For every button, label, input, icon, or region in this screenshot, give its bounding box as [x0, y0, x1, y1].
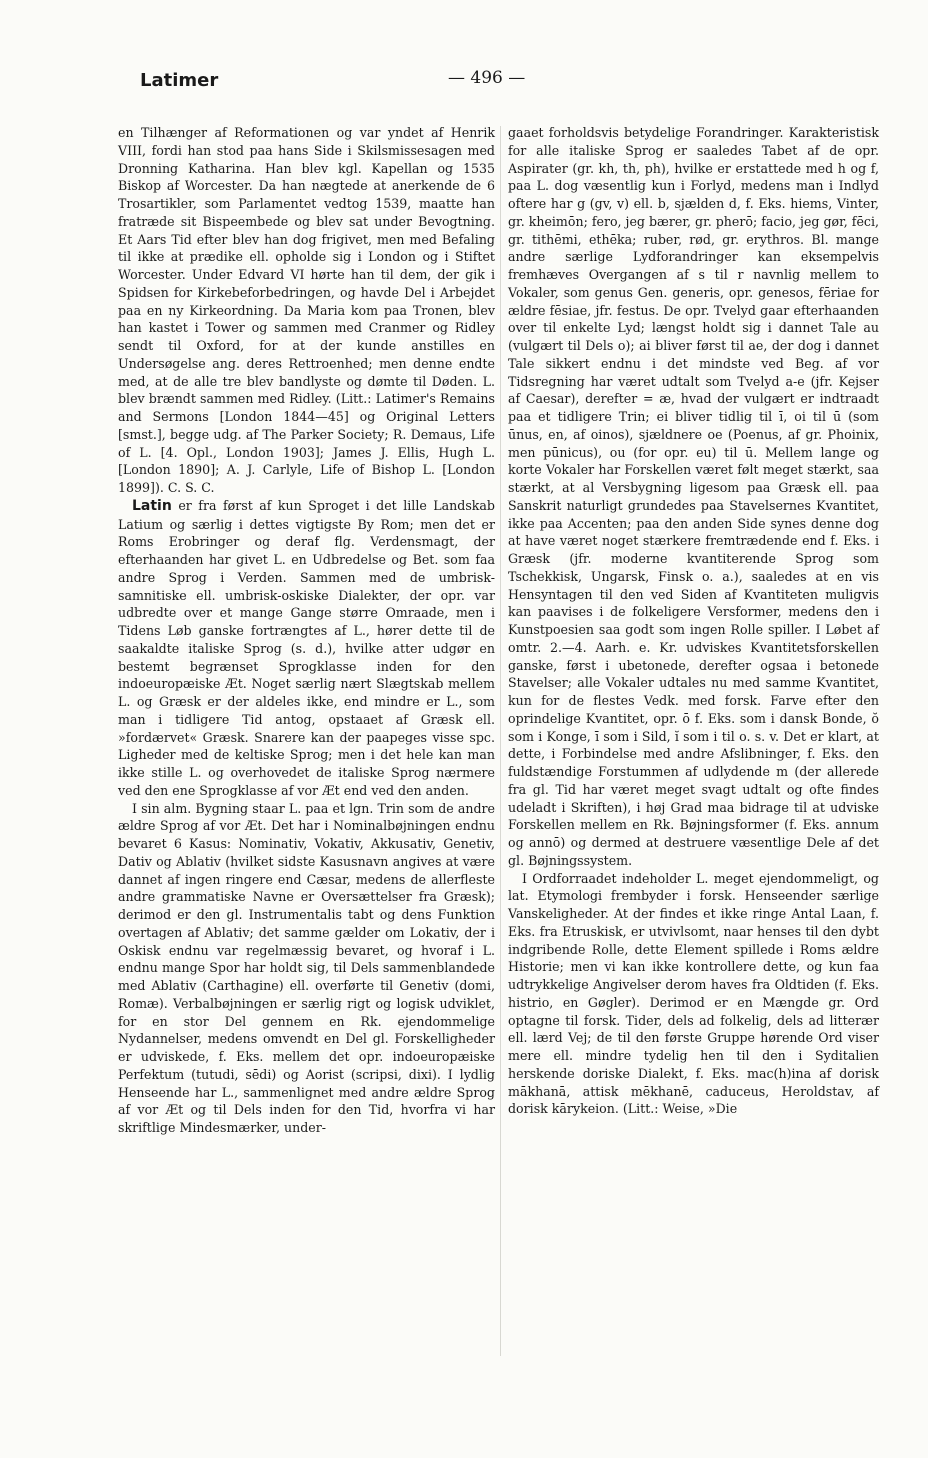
latimer-article-text: en Tilhænger af Reformationen og var yndet af Henrik VIII, fordi han stod paa hans Side i Skilsmissesagen med Dronning Katharina. Han blev kgl. Kapellan og 1535 Biskop af Worcester. Da han nægtede at anerkende de 6 Trosartikler, som Parlamentet vedtog 1539, maatte han fratræde sit Bispeembede og blev sat under Bevogtning. Et Aars Tid efter blev han dog frigivet, men med Befaling til ikke at prædike ell. opholde sig i London og i Stiftet Worcester. Under Edvard VI hørte han til dem, der gik i Spidsen for Kirkebeforbedringen, og havde Del i Arbejdet paa en ny Kirkeordning. Da Maria kom paa Tronen, blev han kastet i Tower og sammen med Cranmer og Ridley sendt til Oxford, for at der kunde anstilles en Undersøgelse ang. deres Rettroenhed; men denne endte med, at de alle tre blev bandlyste og dømte til Døden. L. blev brændt sammen med Ridley. (Litt.: Latimer's Remains and Sermons [London 1844—45] og Original Letters [smst.], begge udg. af The Parker Society; R. Demaus, Life of L. [4. Opl., London 1903]; James J. Ellis, Hugh L. [London 1890]; A. J. Carlyle, Life of Bishop L. [London 1899]). C. S. C. [118, 125, 495, 495]
running-head-title: Latimer [140, 70, 219, 91]
page-number: — 496 — [448, 68, 526, 88]
latin-intro-text: er fra først af kun Sproget i det lille Landskab Latium og særlig i dettes vigtigste By Rom; men det er Roms Erobringer og deraf flg. Verdensmagt, der efterhaanden har givet L. en Udbredelse og Bet. som faa andre Sprog i Verden. Sammen med de umbrisk-samnitiske ell. umbrisk-oskiske Dialekter, der opr. var udbredte over et mange Gange større Omraade, men i Tidens Løb ganske fortrængtes af L., hører dette til de saakaldte italiske Sprog (s. d.), hvilke atter udgør en bestemt begrænset Sprogklasse inden for den indoeuropæiske Æt. Noget særlig nært Slægtskab mellem L. og Græsk er der aldeles ikke, end mindre er L., som man i tidligere Tid antog, opstaaet af Græsk ell. »fordærvet« Græsk. Snarere kan der paapeges visse spc. Ligheder med de keltiske Sprog; men i det hele kan man ikke stille L. og overhovedet de italiske Sprog nærmere ved den ene Sprogklasse af vor Æt end ved den anden. [118, 497, 495, 798]
right-column [508, 124, 879, 1118]
latin-article-intro [118, 497, 495, 800]
column-divider [500, 126, 501, 1356]
phonology-paragraph: gaaet forholdsvis betydelige Forandringer. Karakteristisk for alle italiske Sprog er saaledes Tabet af de opr. Aspirater (gr. kh, th, ph), hvilke er erstattede med h og f, paa L. dog væsentlig kun i Forlyd, medens man i Indlyd oftere har g (gv, v) ell. b, sjælden d, f. Eks. hiems, Vinter, gr. kheimōn; fero, jeg bærer, gr. pherō; facio, jeg gør, fēci, gr. tithēmi, ethēka; ruber, rød, gr. erythros. Bl. mange andre særlige Lydforandringer kan eksempelvis fremhæves Overgangen af s til r navnlig mellem to Vokaler, som genus Gen. generis, opr. genesos, fēriae for ældre fēsiae, jfr. festus. De opr. Tvelyd gaar efterhaanden over til enkelte Lyd; længst holdt sig i dannet Tale au (vulgært til Dels o); ai bliver først til ae, der dog i dannet Tale sikkert endnu i det mindste ved Beg. af vor Tidsregning har været udtalt som Tvelyd a-e (jfr. Kejser af Caesar), derefter = æ, hvad der vulgært er indtraadt paa et tidligere Trin; ei bliver tidlig til ī, oi til ū (som ūnus, en, af oinos), sjældnere oe (Poenus, af gr. Phoinix, men pūnicus), ou (for opr. eu) til ū. Mellem lange og korte Vokaler har Forskellen været følt meget stærkt, saa stærkt, at al Versbygning ligesom paa Græsk ell. paa Sanskrit naturligt grundedes paa Stavelsernes Kvantitet, ikke paa Accenten; paa den anden Side synes denne dog at have været noget stærkere fremtrædende end f. Eks. i Græsk (jfr. moderne kvantiterende Sprog som Tschekkisk, Ungarsk, Finsk o. a.), saaledes at en vis Hensyntagen til den ved Siden af Kvantiteten muligvis kan paavises i de folkeligere Versformer, medens den i Kunstpoesien saa godt som ingen Rolle spiller. I Løbet af omtr. 2.—4. Aarh. e. Kr. udviskes Kvantitetsforskellen ganske, først i ubetonede, derefter ogsaa i betonede Stavelser; alle Vokaler udtales nu med samme Kvantitet, kun for de flestes Vedk. med forsk. Farve efter den oprindelige Kvantitet, opr. ō f. Eks. som i dansk Bonde, ŏ som i Konge, ī som i Sild, ĭ som i til o. s. v. Det er klart, at dette, i Forbindelse med andre Afslibninger, f. Eks. den fuldstændige Forstummen af udlydende m (der allerede fra gl. Tid har været meget svagt udtalt og ofte findes udeladt i Skriften), i høj Grad maa bidrage til at udviske Forskellen mellem en Rk. Bøjningsformer (f. Eks. annum og annō) og dermed at destruere væsentlige Dele af det gl. Bøjningssystem. [508, 125, 879, 868]
left-column [118, 124, 495, 1137]
headword-latin: Latin [132, 497, 172, 514]
latin-grammar-paragraph: I sin alm. Bygning staar L. paa et lgn. Trin som de andre ældre Sprog af vor Æt. Det har i Nominalbøjningen endnu bevaret 6 Kasus: Nominativ, Vokativ, Akkusativ, Genetiv, Dativ og Ablativ (hvilket sidste Kasusnavn angives at være dannet af ingen ringere end Cæsar, medens de allerfleste andre grammatiske Navne er Oversættelser fra Græsk); derimod er den gl. Instrumentalis tabt og dens Funktion overtagen af Ablativ; det samme gælder om Lokativ, der i Oskisk endnu var regelmæssig bevaret, og hvoraf i L. endnu mange Spor har holdt sig, til Dels sammenblandede med Ablativ (Carthagine) ell. overførte til Genetiv (domi, Romæ). Verbalbøjningen er særlig rigt og logisk udviklet, for en stor Del gennem en Rk. ejendommelige Nydannelser, medens omvendt en Del gl. Forskelligheder er udviskede, f. Eks. mellem det opr. indoeuropæiske Perfektum (tutudi, sēdi) og Aorist (scripsi, dixi). I lydlig Henseende har L., sammenlignet med andre ældre Sprog af vor Æt og til Dels inden for den Tid, hvorfra vi har skriftlige Mindesmærker, under- [118, 800, 495, 1135]
vocabulary-paragraph: I Ordforraadet indeholder L. meget ejendommeligt, og lat. Etymologi frembyder i forsk. Henseender særlige Vanskeligheder. At der findes et ikke ringe Antal Laan, f. Eks. fra Etruskisk, er utvivlsomt, naar henses til den dybt indgribende Rolle, dette Element spillede i Roms ældre Historie; men vi kan ikke kontrollere dette, og kun faa udtrykkelige Angivelser derom haves fra Oldtiden (f. Eks. histrio, en Gøgler). Derimod er en Mængde gr. Ord optagne til forsk. Tider, dels ad folkelig, dels ad litterær ell. lærd Vej; de til den første Gruppe hørende Ord viser mere ell. mindre tydelig hen til den i Syditalien herskende doriske Dialekt, f. Eks. mac(h)ina af dorisk mākhanā, attisk mēkhanē, caduceus, Heroldstav, af dorisk kārykeion. (Litt.: Weise, »Die [508, 870, 879, 1117]
